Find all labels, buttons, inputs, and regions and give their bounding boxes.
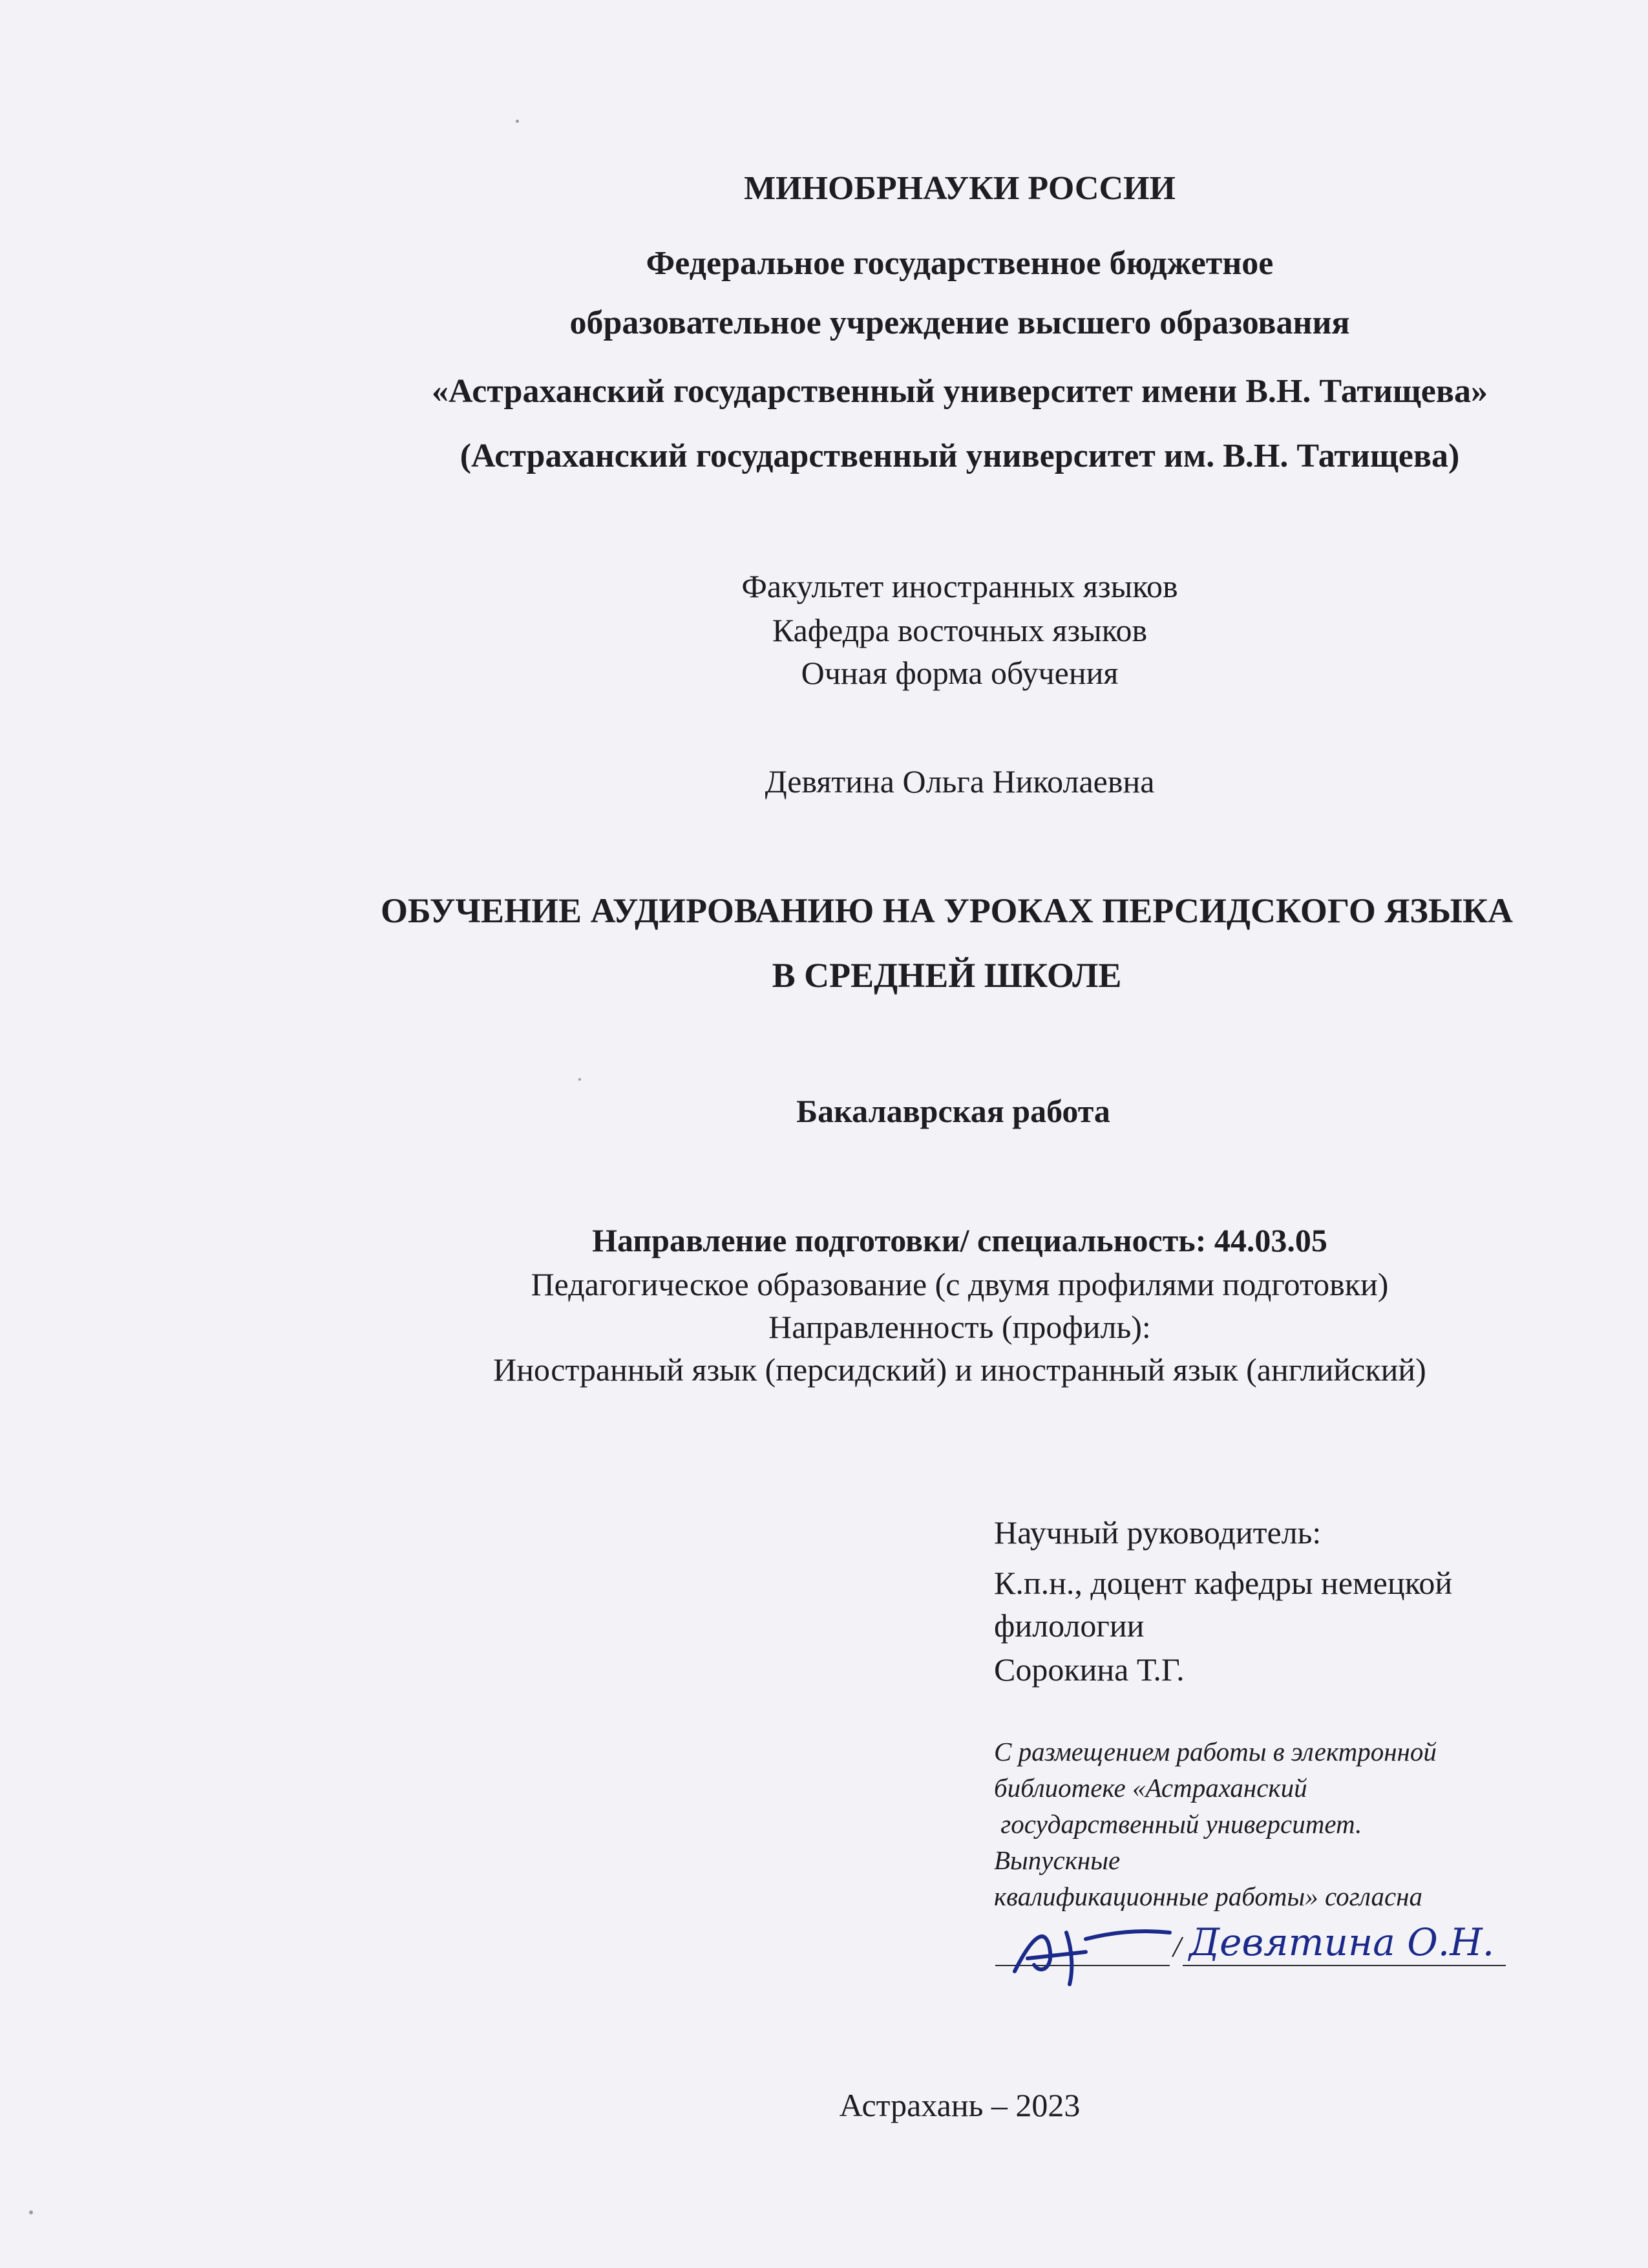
institution-line-1: Федеральное государственное бюджетное [646, 245, 1274, 282]
consent-line-3: государственный университет. [994, 1809, 1362, 1839]
thesis-title-line-1: ОБУЧЕНИЕ АУДИРОВАНИЮ НА УРОКАХ ПЕРСИДСКОГО ЯЗЫКА [380, 891, 1514, 930]
work-type: Бакалаврская работа [796, 1093, 1110, 1129]
direction-label: Направление подготовки/ специальность: 44.03.05 [592, 1222, 1327, 1258]
focus-label: Направленность (профиль): [768, 1309, 1151, 1345]
department-name: Кафедра восточных языков [772, 612, 1148, 648]
university-full-name: «Астраханский государственный университет имени В.Н. Татищева» [432, 373, 1488, 410]
signature-separator: / [1173, 1930, 1181, 1963]
svg-text:Девятина О.Н.: Девятина О.Н. [1189, 1920, 1495, 1964]
handwritten-name [1183, 1916, 1506, 1968]
scan-speck [29, 2210, 33, 2214]
institution-line-2: образовательное учреждение высшего образования [569, 304, 1350, 341]
ministry-heading: МИНОБРНАУКИ РОССИИ [744, 170, 1176, 207]
faculty-name: Факультет иностранных языков [741, 568, 1178, 604]
signature-mark [989, 1913, 1183, 1991]
program-name: Педагогическое образование (с двумя профилями подготовки) [531, 1266, 1389, 1302]
scan-speck [516, 120, 519, 123]
consent-line-2: библиотеке «Астраханский [994, 1773, 1307, 1803]
supervisor-title-line-2: филологии [994, 1607, 1145, 1644]
supervisor-label: Научный руководитель: [994, 1514, 1322, 1551]
university-short-name: (Астраханский государственный университет им. В.Н. Татищева) [460, 438, 1460, 474]
scan-speck [578, 1078, 581, 1081]
city-year: Астрахань – 2023 [839, 2087, 1081, 2123]
supervisor-title-line-1: К.п.н., доцент кафедры немецкой [994, 1565, 1453, 1601]
study-form: Очная форма обучения [801, 655, 1119, 691]
focus-name: Иностранный язык (персидский) и иностранный язык (английский) [493, 1351, 1426, 1388]
consent-line-5: квалификационные работы» согласна [994, 1881, 1422, 1911]
supervisor-name: Сорокина Т.Г. [994, 1651, 1185, 1688]
thesis-title-line-2: В СРЕДНЕЙ ШКОЛЕ [772, 956, 1122, 995]
author-name: Девятина Ольга Николаевна [765, 763, 1155, 800]
consent-line-4: Выпускные [994, 1845, 1121, 1875]
consent-line-1: С размещением работы в электронной [994, 1737, 1437, 1766]
